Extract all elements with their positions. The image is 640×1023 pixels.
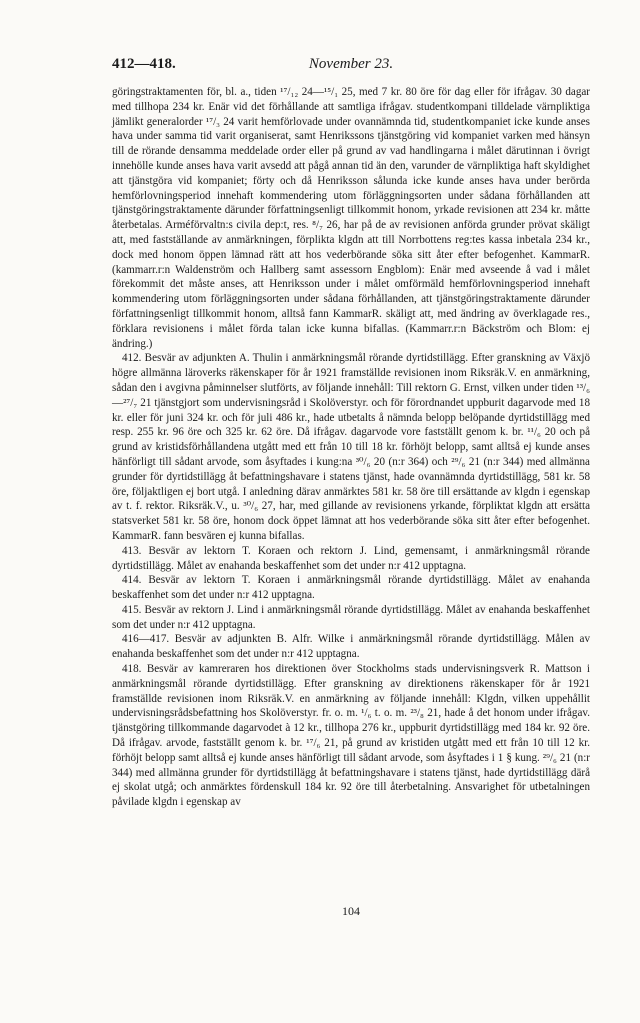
paragraph-412: 412. Besvär av adjunkten A. Thulin i anmärkningsmål rörande dyrtidstillägg. Efter granskning av Växjö högre allmänna läroverks räkenskaper för år 1921 framställde revisionen inom Riksräk.V. en anmärkning, sådan den i avgivna påminnelser slutförts, av följande innehåll: Till rektorn G. Ernst, vilken under tiden ¹³/₆—²⁷/₇ 21 tjänstgjort som undervisningsråd i Skolöverstyr. och för förordnandet uppburit dagarvode med 18 kr. eller för juni 324 kr. och för juli 486 kr., hade utbetalts å nämnda belopp belöpande dyrtidstillägg med resp. 255 kr. 96 öre och 325 kr. 62 öre. Då ifrågav. dagarvode vore fastställt genom k. br. ¹¹/₆ 20 och på grund av kristidsförhållandena utgått med ett från 10 till 18 kr. förhöjt belopp, samt alltså ej kunde anses hänförligt till sådant arvode, som åsyftades i kung:na ³⁰/₆ 20 (n:r 364) och ²⁹/₆ 21 (n:r 344) med allmänna grunder för dyrtidstillägg åt befattningshavare i statens tjänst, hade ovannämnda dyrtidstillägg, 581 kr. 58 öre, följaktligen ej bort utgå. I anledning därav anmärktes 581 kr. 58 öre till ersättande av klgdn i egenskap av t. f. rektor. Riksräk.V., u. ³⁰/₆ 27, har, med gillande av revisionens yrkande, förpliktat klgdn att ersätta statsverket 581 kr. 58 öre, honom dock öppet lämnat att hos vederbörande söka sitt åter efter befogenhet. KammarR. fann besvären ej kunna bifallas.: [112, 352, 590, 542]
body-text: [112, 85, 590, 810]
paragraph-418: 418. Besvär av kamreraren hos direktionen över Stockholms stads undervisningsverk R. Mattson i anmärkningsmål rörande dyrtidstillägg. Efter granskning av direktionens räkenskaper för år 1921 framställde revisionen inom Riksräk.V. en anmärkning av följande innehåll: Klgdn, vilken uppehållit undervisningsrådsbefattning hos Skolöverstyr. fr. o. m. ¹/₆ t. o. m. ²³/₈ 21, hade å det honom under ifrågav. tjänstgöring tillkommande dagarvodet à 12 kr., tillhopa 276 kr., uppburit dyrtidstillägg med 184 kr. 92 öre. Då ifrågav. arvode, fastställt genom k. br. ¹⁷/₆ 21, på grund av kristiden utgått med ett från 10 till 12 kr. förhöjt belopp samt alltså ej kunde anses hänförligt till sådant arvode, som åsyftades i 1 § kung. ²⁹/₆ 21 (n:r 344) med allmänna grunder för dyrtidstillägg åt befattningshavare i statens tjänst, hade dyrtidstillägg därå ej skolat utgå; och anmärktes fördenskull 184 kr. 92 öre till återbetalning. Ansvarighet för utbetalningen påvilade klgdn i egenskap av: [112, 663, 590, 809]
paragraph-416-417: 416—417. Besvär av adjunkten B. Alfr. Wilke i anmärkningsmål rörande dyrtidstillägg. Målen av enahanda beskaffenhet som det under n:r 412 upptagna.: [112, 633, 590, 661]
paragraph-continued: göringstraktamenten för, bl. a., tiden ¹⁷/₁₂ 24—¹⁵/₁ 25, med 7 kr. 80 öre för dag eller för ifrågav. 30 dagar med tillhopa 234 kr. Enär vid det förhållande att samtliga ifrågav. studentkompani tilldelade värnpliktiga jämlikt generalorder ¹⁷/₃ 24 varit hemförlovade under ovannämnda tid, studentkompaniet icke kunde anses hava under samma tid varit organiserat, samt Henrikssons tjänstgöring vid kompaniet varken med hänsyn till de rörande densamma meddelade order eller på grund av vad handlingarna i målet därutinnan i övrigt innehölle kunde anses hava varit avsedd att pågå annan tid än den, varunder de värnpliktiga haft skyldighet att tjänstgöra vid kompaniet; förty och då Henriksson sålunda icke kunde anses hava under berörda hemförlovningsperiod innehaft kommendering utom förläggningsorten under sådana förhållanden att tjänstgöringstraktamente därunder författningsenligt tillkommit honom, yrkade revisionen att 234 kr. måtte återbetalas. Arméförvaltn:s civila dep:t, res. ⁸/₇ 26, har på de av revisionen anförda grunder prövat skäligt att, med fastställande av anmärkningen, förplikta klgdn att till Norrbottens reg:tes kassa inbetala 234 kr., dock med honom öppen lämnad rätt att hos vederbörande söka sitt åter efter befogenhet. KammarR. (kammarr.r:n Waldenström och Hallberg samt assessorn Engblom): Enär med avseende å vad i målet förekommit det måste anses, att Henriksson under i målet omförmäld hemförlovningsperiod innehaft kommendering utom förläggningsorten under sådana förhållanden, att tjänstgöringstraktamente därunder författningsenligt tillkommit honom, alltså fann KammarR. skäligt att, med ändring av överklagade res., förklara revisionens i målet förda talan icke kunna bifallas. (Kammarr.r:n Bäckström och Blom: ej ändring.): [112, 86, 590, 350]
paragraph-414: 414. Besvär av lektorn T. Koraen i anmärkningsmål rörande dyrtidstillägg. Målet av enahanda beskaffenhet som det under n:r 412 upptagna.: [112, 574, 590, 602]
paragraph-413: 413. Besvär av lektorn T. Koraen och rektorn J. Lind, gemensamt, i anmärkningsmål rörande dyrtidstillägg. Målet av enahanda beskaffenhet som det under n:r 412 upptagna.: [112, 544, 590, 572]
paragraph-415: 415. Besvär av rektorn J. Lind i anmärkningsmål rörande dyrtidstillägg. Målet av enahanda beskaffenhet som det under n:r 412 upptagna.: [112, 603, 590, 631]
running-header: [112, 56, 590, 76]
header-date: November 23.: [308, 56, 394, 72]
case-range: 412—418.: [112, 56, 176, 72]
page-number: 104: [342, 904, 360, 918]
